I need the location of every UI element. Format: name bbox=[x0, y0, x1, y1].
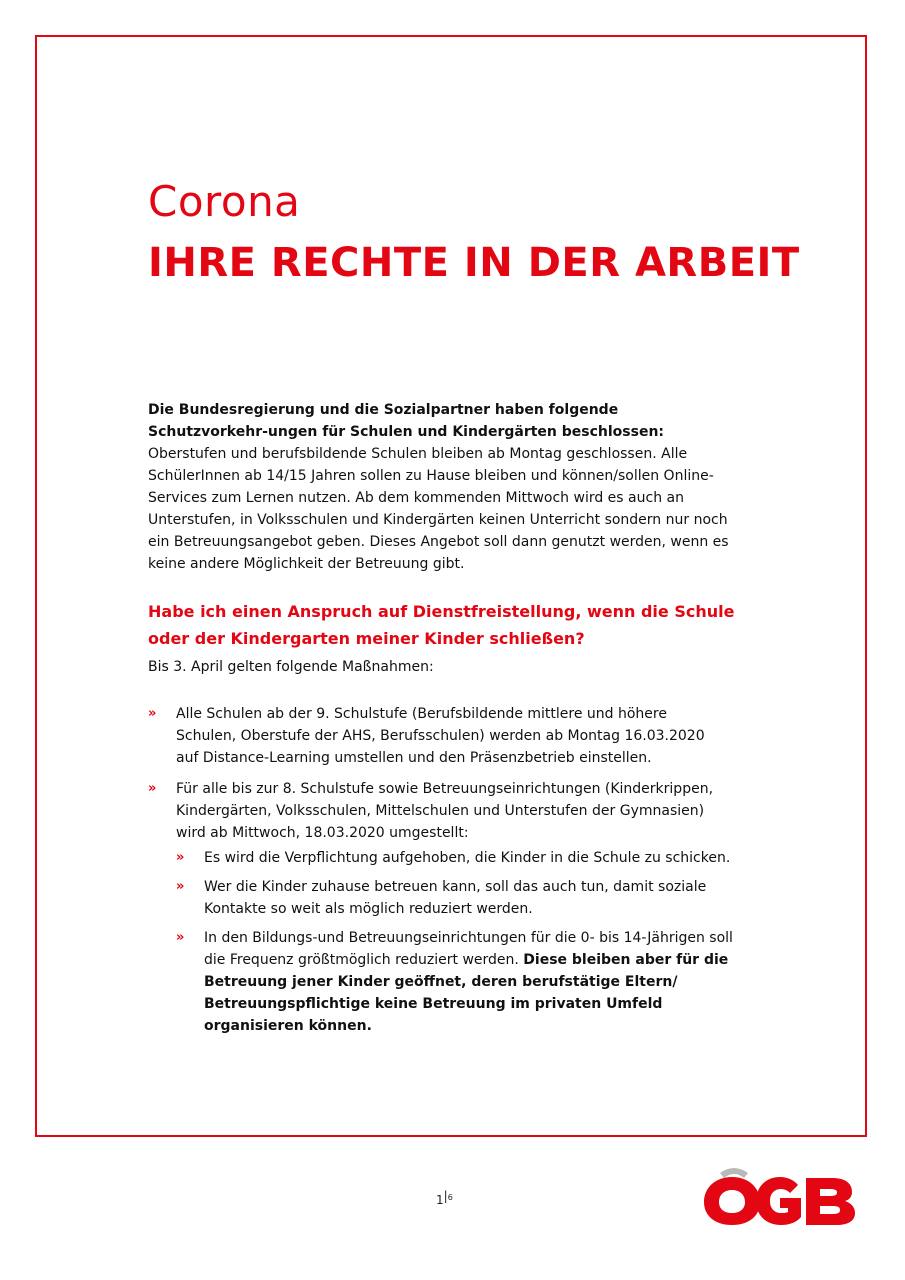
sublist-item bbox=[176, 876, 756, 920]
section-question: Habe ich einen Anspruch auf Dienstfreistellung, wenn die Schule oder der Kindergarten meiner Kinder schließen? bbox=[148, 602, 735, 648]
page-number bbox=[436, 1189, 453, 1207]
sublist-item-text: Wer die Kinder zuhause betreuen kann, soll das auch tun, damit soziale Kontakte so weit als möglich reduziert werden. bbox=[204, 879, 707, 917]
sublist-item bbox=[176, 847, 756, 869]
bullet-icon: » bbox=[176, 850, 185, 865]
logo-letter-g bbox=[756, 1177, 801, 1225]
sublist-item-text: Es wird die Verpflichtung aufgehoben, die Kinder in die Schule zu schicken. bbox=[204, 850, 731, 866]
bullet-icon: » bbox=[148, 706, 157, 721]
measures-sublist bbox=[176, 847, 756, 1037]
intro-text: Oberstufen und berufsbildende Schulen bleiben ab Montag geschlossen. Alle SchülerInnen ab 14/15 Jahren sollen zu Hause bleiben und können/sollen Online-Services zum Lernen nutzen. Ab dem kommenden Mittwoch wird es auch an Unterstufen, in Volksschulen und Kindergärten keinen Unterricht sondern nur noch ein Betreuungsangebot geben. Dieses Angebot soll dann genutzt werden, wenn es keine andere Möglichkeit der Betreuung gibt. bbox=[148, 446, 729, 572]
bullet-icon: » bbox=[148, 781, 157, 796]
list-item bbox=[148, 778, 728, 844]
sublist-item-text: In den Bildungs-und Betreuungseinrichtungen für die 0- bis 14-Jährigen soll die Frequenz größtmöglich reduziert werden. bbox=[204, 930, 733, 968]
sublist-item bbox=[176, 927, 756, 1037]
list-item-text: Für alle bis zur 8. Schulstufe sowie Betreuungseinrichtungen (Kinderkrippen, Kindergärten, Volksschulen, Mittelschulen und Unterstufen der Gymnasien) wird ab Mittwoch, 18.03.2020 umgestellt: bbox=[176, 781, 714, 841]
page-separator: | bbox=[443, 1189, 448, 1203]
intro-bold: Die Bundesregierung und die Sozialpartner haben folgende Schutzvorkehr-ungen für Schulen und Kindergärten beschlossen: bbox=[148, 402, 665, 440]
list-item-text: Alle Schulen ab der 9. Schulstufe (Berufsbildende mittlere und höhere Schulen, Oberstufe der AHS, Berufsschulen) werden ab Montag 16.03.2020 auf Distance-Learning umstellen und den Präsenzbetrieb einstellen. bbox=[176, 706, 705, 766]
page-total: 6 bbox=[447, 1193, 453, 1202]
bullet-icon: » bbox=[176, 879, 185, 894]
intro-paragraph bbox=[148, 399, 738, 575]
title-corona: Corona bbox=[148, 177, 301, 226]
logo-arc bbox=[720, 1168, 748, 1178]
list-item bbox=[148, 703, 728, 769]
bullet-icon: » bbox=[176, 930, 185, 945]
ogb-logo bbox=[700, 1165, 858, 1227]
page-current: 1 bbox=[436, 1193, 444, 1207]
measures-list bbox=[148, 703, 728, 844]
logo-letter-o bbox=[704, 1177, 760, 1225]
logo-letter-b bbox=[806, 1178, 855, 1225]
sublist-item-bold: Diese bleiben aber für die Betreuung jener Kinder geöffnet, deren berufstätige Eltern/ Betreuungspflichtige keine Betreuung im privaten Umfeld organisieren können. bbox=[204, 952, 729, 1034]
page-title: IHRE RECHTE IN DER ARBEIT bbox=[148, 240, 800, 286]
lead-text: Bis 3. April gelten folgende Maßnahmen: bbox=[148, 659, 434, 675]
